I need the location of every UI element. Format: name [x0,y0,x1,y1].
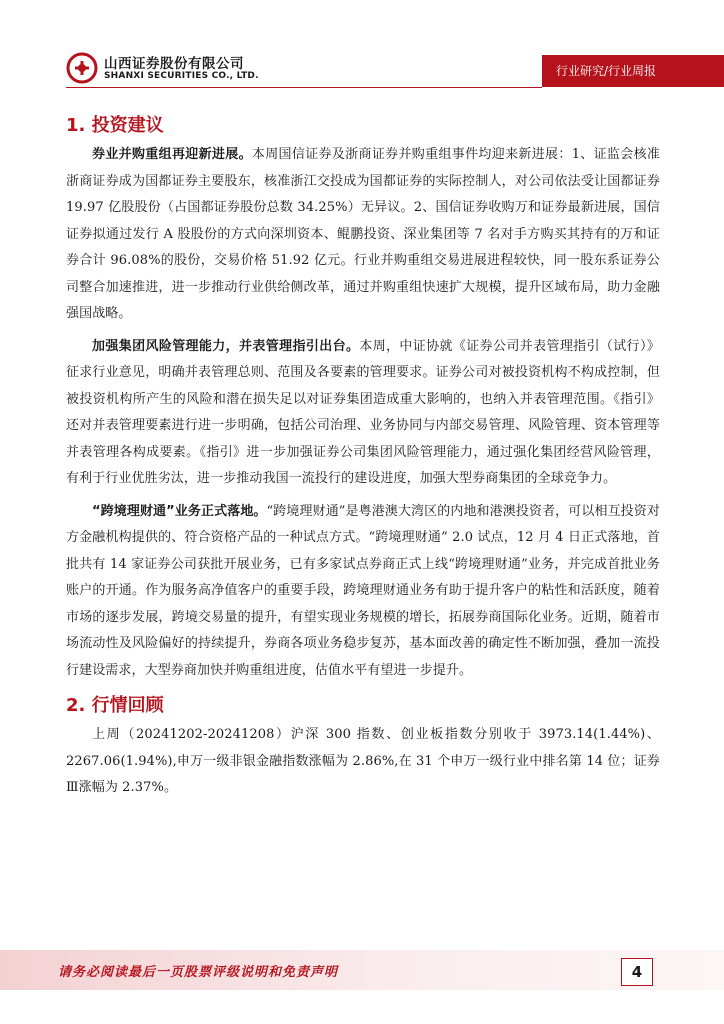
section-title-investment-advice: 1. 投资建议 [66,115,164,136]
header-divider [66,87,542,88]
paragraph-risk-management [66,334,660,493]
main-content [66,110,660,808]
disclaimer-note: 请务必阅读最后一页股票评级说明和免责声明 [58,965,339,980]
shanxi-securities-logo-icon [66,52,98,84]
page-header [0,0,724,100]
paragraph-lead: “跨境理财通”业务正式落地。 [92,503,267,519]
paragraph-text: 本周，中证协就《证券公司并表管理指引（试行）》征求行业意见，明确并表管理总则、范围及各要素的管理要求。证券公司对被投资机构不构成控制，但被投资机构所产生的风险和潜在损失足以对证券集团造成重大影响的，也纳入并表管理范围。《指引》还对并表管理要素进行进一步明确，包括公司治理、业务协同与内部交易管理、风险管理、资本管理等并表管理各构成要素。《指引》进一步加强证券公司集团风险管理能力，通过强化集团经营风险管理，有利于行业优胜劣汰，进一步推动我国一流投行的建设进度，加强大型券商集团的全球竞争力。 [66,338,660,486]
page-number: 4 [621,958,653,986]
page-footer [0,950,724,990]
report-type-tag: 行业研究/行业周报 [542,55,724,87]
paragraph-cross-border [66,499,660,685]
paragraph-mergers [66,142,660,328]
paragraph-lead: 券业并购重组再迎新进展。 [92,147,252,162]
paragraph-market-review: 上周（20241202-20241208）沪深 300 指数、创业板指数分别收于 3973.14(1.44%)、2267.06(1.94%),申万一级非银金融指数涨幅为 2.86%,在 31 个申万一级行业中排名第 14 位；证券Ⅲ涨幅为 2.37%。 [66,727,660,795]
paragraph-lead: 加强集团风险管理能力，并表管理指引出台。 [92,338,360,354]
company-name-en: SHANXI SECURITIES CO., LTD. [104,71,259,81]
section-title-market-review: 2. 行情回顾 [66,695,164,716]
paragraph-text: 本周国信证券及浙商证券并购重组事件均迎来新进展：1、证监会核准浙商证券成为国都证券主要股东，核准浙江交投成为国都证券的实际控制人，对公司依法受让国都证券 19.97 亿股股份（占国都证券股份总数 34.25%）无异议。2、国信证券收购万和证券最新进展，国信证券拟通过发行 A 股股份的方式向深圳资本、鲲鹏投资、深业集团等 7 名对手方购买其持有的万和证券合计 96.08%的股份，交易价格 51.92 亿元。行业并购重组交易进展进程较快，同一股东系证券公司整合加速推进，进一步推动行业供给侧改革，通过并购重组快速扩大规模，提升区域布局，助力金融强国战略。 [66,147,661,321]
company-name-cn: 山西证券股份有限公司 [104,56,244,72]
paragraph-text: “跨境理财通”是粤港澳大湾区的内地和港澳投资者，可以相互投资对方金融机构提供的、符合资格产品的一种试点方式。“跨境理财通” 2.0 试点，12 月 4 日正式落地，首批共有 14 家证券公司获批开展业务，已有多家试点券商正式上线“跨境理财通”业务，并完成首批业务账户的开通。作为服务高净值客户的重要手段，跨境理财通业务有助于提升客户的粘性和活跃度，随着市场的逐步发展，跨境交易量的提升，有望实现业务规模的增长，拓展券商国际化业务。近期，随着市场流动性及风险偏好的持续提升，券商各项业务稳步复苏，基本面改善的确定性不断加强，叠加一流投行建设需求，大型券商加快并购重组进度，估值水平有望进一步提升。 [66,503,660,678]
